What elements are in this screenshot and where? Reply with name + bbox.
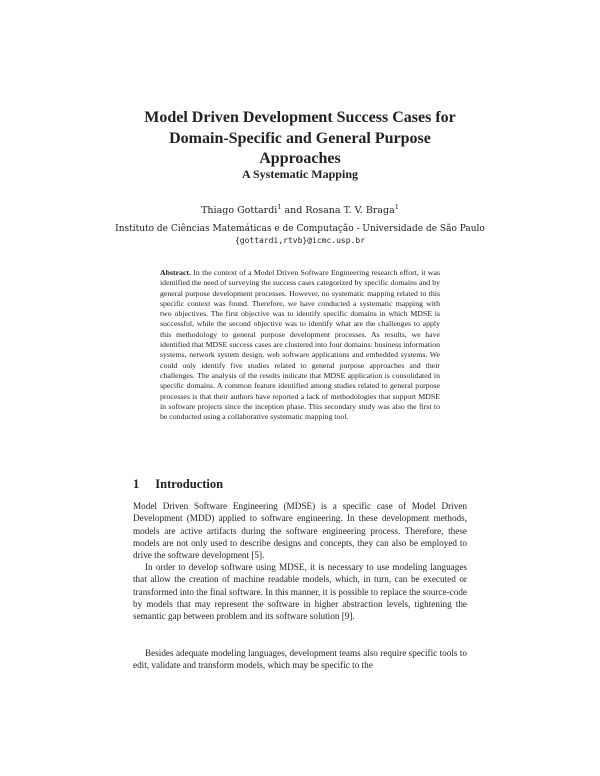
abstract-text: In the context of a Model Driven Software Engineering research effort, it was identified the need of surveying the success cases categorized by specific domains and by general purpose development processes. However, no systematic mapping related to this specific context was found. Therefore, we have conducted a systematic mapping with two objectives. The first objective was to identify specific domains in which MDSE is successful, while the second objective was to identify what are the challenges to apply this methodology to general purpose development processes. As results, we have identified that MDSE success cases are clustered into four domains: business information systems, network system design, web software applications and embedded systems. We could only identify five studies related to general purpose approaches and their challenges. The analysis of the results indicate that MDSE application is consolidated in specific domains. A common feature identified among studies related to general purpose processes is that their authors have reported a lack of methodologies that support MDSE in software projects since the inception phase. This secondary study was also the first to be conducted using a collaborative systematic mapping tool. (160, 268, 440, 422)
section-heading (133, 477, 223, 492)
abstract (160, 268, 440, 422)
affiliation-block (60, 223, 540, 247)
author-name: Rosana T. V. Braga (305, 205, 395, 217)
paper-title (60, 108, 540, 170)
affiliation-marker: 1 (394, 203, 399, 211)
section-number: 1 (133, 477, 140, 491)
title-line: Model Driven Development Success Cases for (144, 109, 456, 126)
author-name: Thiago Gottardi (201, 205, 278, 217)
paper-subtitle: A Systematic Mapping (241, 167, 358, 181)
body-paragraph: Besides adequate modeling languages, development teams also require specific tools to edit, validate and transform models, which may be specific to the (133, 648, 467, 671)
body-paragraph: In order to develop software using MDSE, it is necessary to use modeling languages that allow the creation of machine readable models, which, in turn, can be executed or transformed into the final software. In this manner, it is possible to replace the source-code by models that may represent the software in higher abstraction levels, tightening the semantic gap between problem and its software solution [9]. (133, 562, 467, 622)
author-connector: and (281, 205, 306, 217)
abstract-label: Abstract. (160, 268, 191, 277)
affiliation: Instituto de Ciências Matemáticas e de Computação - Universidade de São Paulo (115, 224, 485, 234)
author-list (60, 203, 540, 216)
author-emails: {gottardi,rtvb}@icmc.usp.br (234, 236, 366, 245)
title-line: Domain-Specific and General Purpose (169, 129, 431, 147)
body-paragraph: Model Driven Software Engineering (MDSE) is a specific case of Model Driven Development (MDD) applied to software engineering. In these development methods, models are active artifacts during the software engineering process. Therefore, these models are not only used to describe designs and concepts, they can also be employed to drive the software development [5]. (133, 501, 467, 561)
title-line: Approaches (259, 150, 341, 167)
section-title: Introduction (155, 477, 224, 491)
affiliation-marker: 1 (277, 203, 282, 211)
